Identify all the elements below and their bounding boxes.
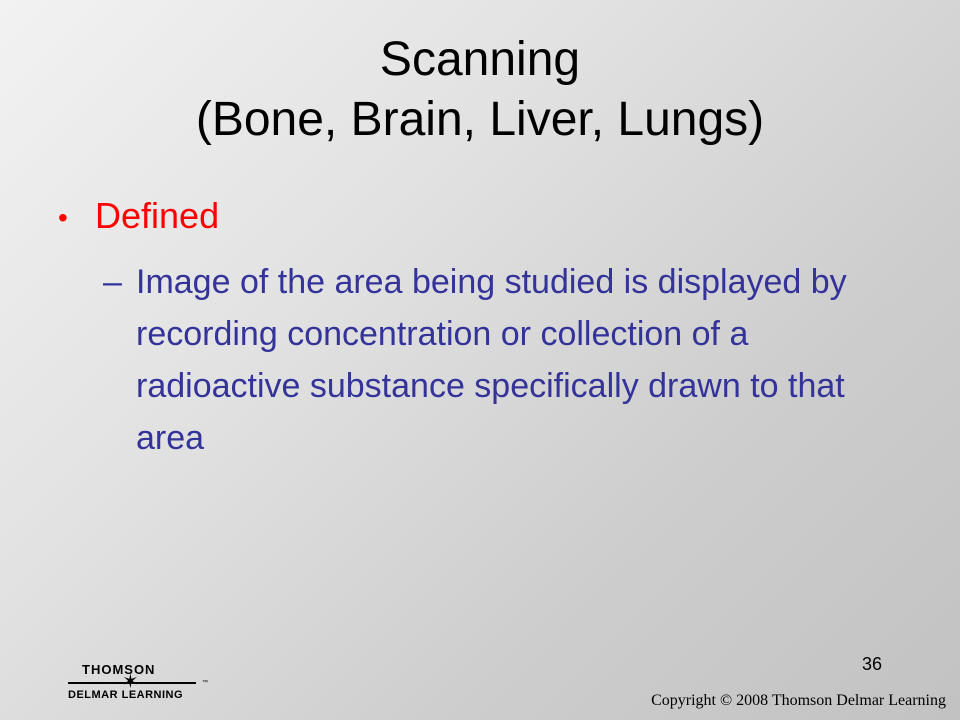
sub-bullet-marker: – [103, 263, 122, 301]
title-line-2: (Bone, Brain, Liver, Lungs) [195, 93, 765, 146]
sub-bullet-item [103, 256, 903, 464]
logo-top-text: THOMSON [82, 662, 156, 677]
copyright-notice: Copyright © 2008 Thomson Delmar Learning [651, 692, 946, 709]
logo-trademark: ™ [202, 680, 208, 686]
logo-bottom-text: DELMAR LEARNING [68, 689, 184, 701]
bullet-marker: • [58, 202, 68, 233]
bullet-text: Defined [95, 195, 220, 236]
bullet-item [58, 194, 219, 238]
title-line-1: Scanning [379, 33, 581, 86]
star-burst-icon: ✶ [122, 671, 139, 693]
sub-bullet-text: Image of the area being studied is displayed by recording concentration or collection of a radioactive substance specifically drawn to that area [136, 263, 847, 457]
slide-title [60, 30, 900, 150]
page-number: 36 [862, 654, 883, 674]
publisher-logo [68, 662, 218, 706]
